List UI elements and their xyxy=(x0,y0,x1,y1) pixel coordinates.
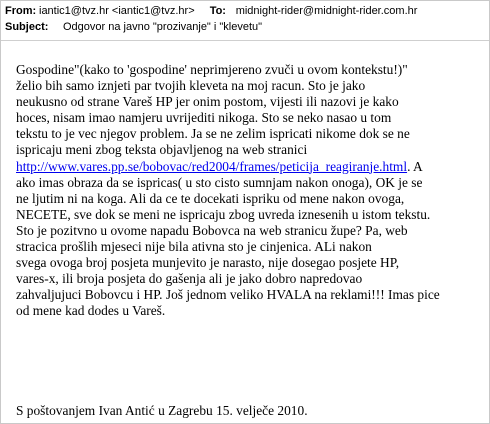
body-line: hoces, nisam imao namjeru uvrijediti nikoga. Sto se neko nasao u tom xyxy=(16,110,392,126)
body-line: želio bih samo iznjeti par tvojih kleveta na moj racun. Sto je jako xyxy=(16,78,366,94)
body-line: ako imas obraza da se ispricas( u sto cisto sumnjam nakon onoga), OK je se xyxy=(16,174,423,190)
from-label: From: xyxy=(5,5,37,17)
subject-text: Odgovor na javno "prozivanje" i "klevetu" xyxy=(63,21,263,33)
header-divider xyxy=(1,40,489,41)
body-line: tekstu to je vec njegov problem. Ja se ne zelim ispricati nikome dok se ne xyxy=(16,126,410,142)
body-line: od mene kad dodes u Vareš. xyxy=(16,303,166,319)
email-header xyxy=(1,1,489,41)
body-line: stracica prošlih mjeseci nije bila ativna sto je cinjenica. ALi nakon xyxy=(16,239,372,255)
body-line: ispricaju meni zbog teksta objavljenog na web stranici xyxy=(16,142,308,158)
subject-label: Subject: xyxy=(5,21,49,33)
body-line: neukusno od strane Vareš HP jer onim postom, vijesti ili nazovi je kako xyxy=(16,94,399,110)
body-line: ne ljutim ni na koga. Ali da ce te docekati ispriku od mene nakon ovoga, xyxy=(16,190,405,206)
from-address[interactable]: iantic1@tvz.hr <iantic1@tvz.hr> xyxy=(39,5,195,17)
body-line: svega ovoga broj posjeta munjevito je narasto, nije dosegao posjete HP, xyxy=(16,255,400,271)
body-line: Sto je pozitvno u ovome napadu Bobovca na web stranicu župe? Pa, web xyxy=(16,222,408,238)
subject-row xyxy=(5,19,262,35)
body-line: zahvaljujuci Bobovcu i HP. Još jednom veliko HVALA na reklami!!! Imas pice xyxy=(16,287,440,303)
message-body xyxy=(16,62,484,320)
peticija-link[interactable]: http://www.vares.pp.se/bobovac/red2004/frames/peticija_reagiranje.html xyxy=(16,158,408,174)
body-line-with-link xyxy=(16,159,484,175)
body-line: vares-x, ili broja posjeta do gašenja ali je jako dobro napredovao xyxy=(16,271,363,287)
body-line: NECETE, sve dok se meni ne ispricaju zbog uvreda iznesenih u istom tekstu. xyxy=(16,206,431,222)
from-to-row xyxy=(5,3,417,19)
signature: S poštovanjem Ivan Antić u Zagrebu 15. velječe 2010. xyxy=(16,403,308,418)
body-text: . A xyxy=(407,158,423,174)
to-address[interactable]: midnight-rider@midnight-rider.com.hr xyxy=(235,5,418,17)
body-line: Gospodine"(kako to 'gospodine' neprimjereno zvuči u ovom kontekstu!)" xyxy=(16,62,408,77)
to-label: To: xyxy=(209,5,226,17)
